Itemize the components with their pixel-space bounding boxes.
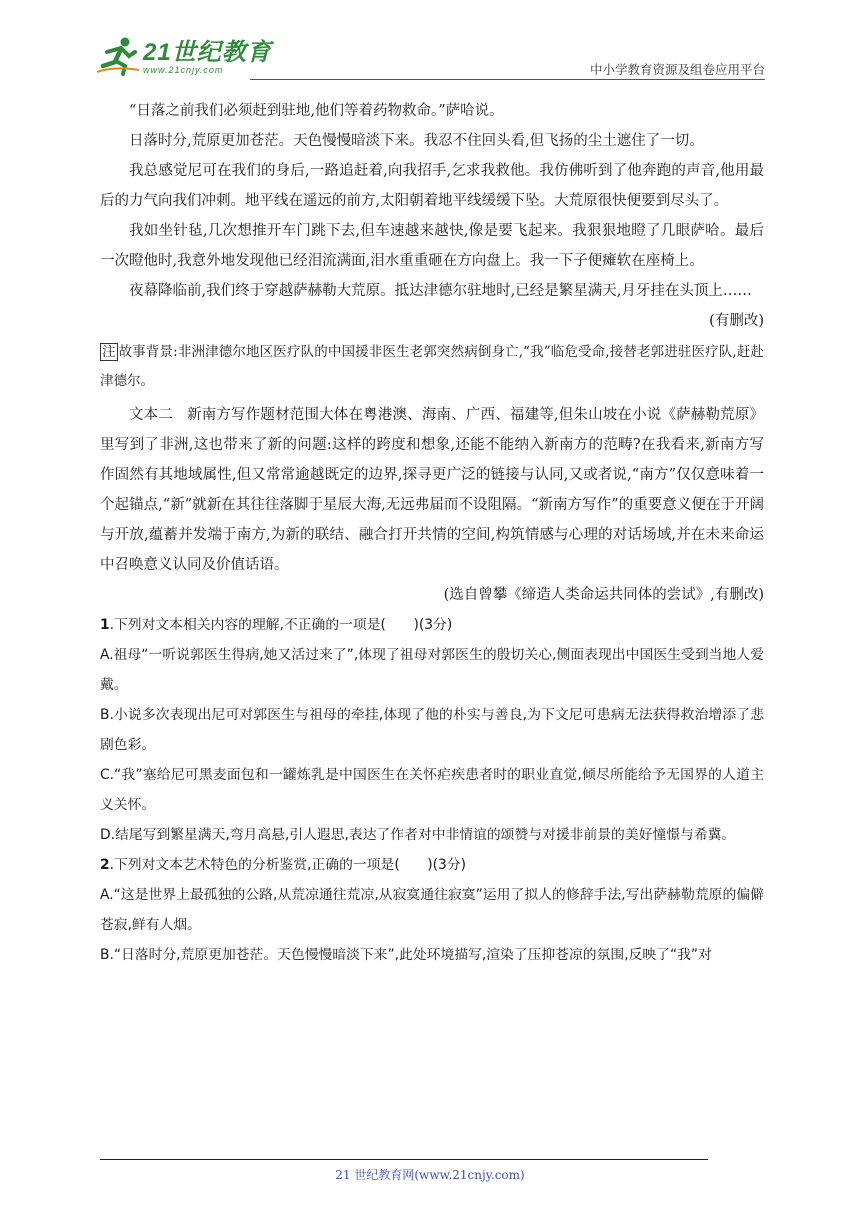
header-divider xyxy=(250,79,765,80)
question-text: .下列对文本相关内容的理解,不正确的一项是( )(3分) xyxy=(109,617,453,633)
answer-option: B.小说多次表现出尼可对郭医生与祖母的牵挂,体现了他的朴实与善良,为下文尼可患病无法获得救治增添了悲剧色彩。 xyxy=(100,707,764,753)
answer-option: A.“这是世界上最孤独的公路,从荒凉通往荒凉,从寂寞通往寂寞”运用了拟人的修辞手法,写出萨赫勒荒原的偏僻苍寂,鲜有人烟。 xyxy=(100,887,764,933)
question-number: 2 xyxy=(100,857,110,873)
note-mark: 注 xyxy=(102,344,116,360)
page-header xyxy=(95,30,765,80)
question-text: .下列对文本艺术特色的分析鉴赏,正确的一项是( )(3分) xyxy=(109,857,467,873)
passage-paragraph: 我总感觉尼可在我们的身后,一路追赶着,向我招手,乞求我救他。我仿佛听到了他奔跑的声音,他用最后的力气向我们冲刺。地平线在遥远的前方,太阳朝着地平线缓缓下坠。大荒原很快便要到尽头了。 xyxy=(100,163,764,209)
platform-label: 中小学教育资源及组卷应用平台 xyxy=(589,62,765,77)
logo-title: 21世纪教育 xyxy=(143,39,272,66)
source-note: (有删改) xyxy=(709,313,764,329)
text-two-paragraph xyxy=(100,400,764,580)
logo-url: www.21cnjy.com xyxy=(143,65,224,75)
footnote-text: 故事背景:非洲津德尔地区医疗队的中国援非医生老郭突然病倒身亡,“我”临危受命,接替老郭进驻医疗队,赶赴津德尔。 xyxy=(100,344,764,389)
passage-paragraph: 夜幕降临前,我们终于穿越萨赫勒大荒原。抵达津德尔驻地时,已经是繁星满天,月牙挂在头顶上…… xyxy=(129,283,752,299)
text-two-label: 文本二 xyxy=(129,407,174,423)
question-number: 1 xyxy=(100,617,110,633)
answer-option: B.“日落时分,荒原更加苍茫。天色慢慢暗淡下来”,此处环境描写,渲染了压抑苍凉的氛围,反映了“我”对 xyxy=(100,947,712,963)
running-figure-icon xyxy=(95,36,141,76)
passage-paragraph: 我如坐针毡,几次想推开车门跳下去,但车速越来越快,像是要飞起来。我狠狠地瞪了几眼萨哈。最后一次瞪他时,我意外地发现他已经泪流满面,泪水重重砸在方向盘上。我一下子便瘫软在座椅上。 xyxy=(100,223,764,269)
document-body xyxy=(100,96,764,970)
site-logo[interactable] xyxy=(95,36,272,76)
question-stem xyxy=(100,610,764,640)
question-stem xyxy=(100,850,764,880)
text-two-body: 新南方写作题材范围大体在粤港澳、海南、广西、福建等,但朱山坡在小说《萨赫勒荒原》里写到了非洲,这也带来了新的问题:这样的跨度和想象,还能不能纳入新南方的范畴?在我看来,新南方写作固然有其地域属性,但又常常逾越既定的边界,探寻更广泛的链接与认同,又或者说,“南方”仅仅意味着一个起锚点,“新”就新在其往往落脚于星辰大海,无远弗届而不设阻隔。“新南方写作”的重要意义便在于开阔与开放,蕴蓄并发端于南方,为新的联结、融合打开共情的空间,构筑情感与心理的对话场域,并在未来命运中召唤意义认同及价值话语。 xyxy=(100,407,764,573)
answer-option: D.结尾写到繁星满天,弯月高悬,引人遐思,表达了作者对中非情谊的颂赞与对援非前景的美好憧憬与希冀。 xyxy=(100,827,736,843)
footer-divider xyxy=(100,1159,708,1160)
footer-link[interactable]: 21 世纪教育网(www.21cnjy.com) xyxy=(335,1168,525,1182)
source-citation: (选自曾攀《缔造人类命运共同体的尝试》,有删改) xyxy=(443,587,764,603)
passage-paragraph: “日落之前我们必须赶到驻地,他们等着药物救命。”萨哈说。 xyxy=(129,103,504,119)
passage-paragraph: 日落时分,荒原更加苍茫。天色慢慢暗淡下来。我忍不住回头看,但飞扬的尘土遮住了一切。 xyxy=(129,133,704,149)
answer-option: C.“我”塞给尼可黑麦面包和一罐炼乳是中国医生在关怀疟疾患者时的职业直觉,倾尽所能给予无国界的人道主义关怀。 xyxy=(100,767,764,813)
footnote xyxy=(100,338,764,396)
answer-option: A.祖母“一听说郭医生得病,她又活过来了”,体现了祖母对郭医生的殷切关心,侧面表现出中国医生受到当地人爱戴。 xyxy=(100,647,764,693)
